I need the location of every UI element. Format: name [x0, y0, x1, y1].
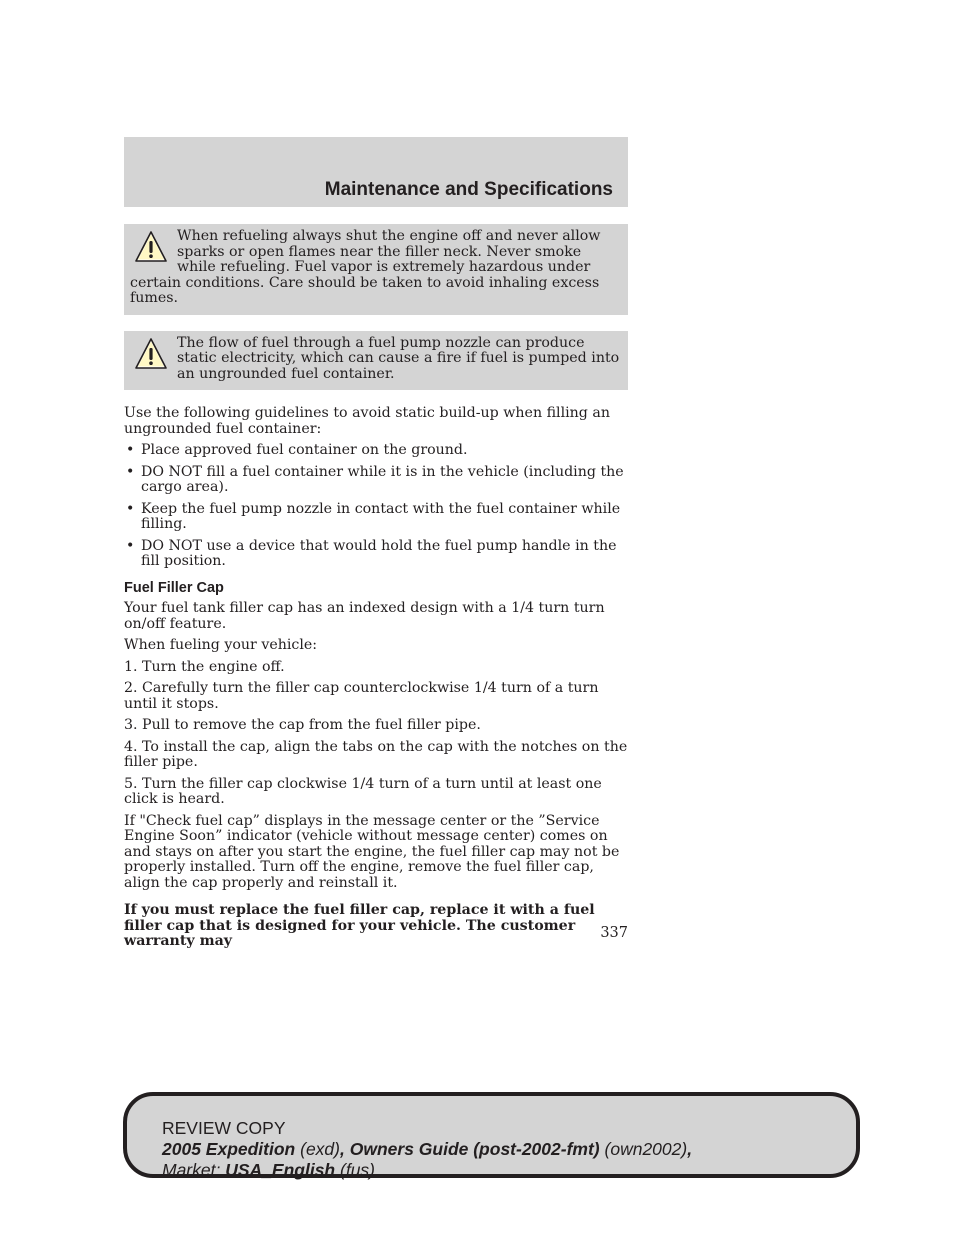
paragraph: If "Check fuel cap” displays in the message center or the ”Service Engine Soon” indicator (vehicle without message center) comes on and stays on after you start the engine, the fuel filler cap may not be properly installed. Turn off the engine, remove the fuel filler cap, align the cap properly and reinstall it. — [124, 812, 620, 891]
market-label: Market: — [162, 1160, 221, 1180]
guideline-list — [124, 443, 628, 570]
paragraph: Your fuel tank filler cap has an indexed design with a 1/4 turn turn on/off feature. — [124, 600, 605, 632]
review-footer-text — [162, 1118, 692, 1181]
list-item-text: DO NOT use a device that would hold the fuel pump handle in the fill position. — [141, 537, 617, 569]
bullet-glyph: • — [126, 442, 135, 458]
warning-text: When refueling always shut the engine off and never allow sparks or open flames near the filler neck. Never smoke while refueling. Fuel vapor is extremely hazardous under certain conditions. Care should be taken to avoid inhaling excess fumes. — [130, 228, 601, 306]
document-id-line — [162, 1139, 692, 1160]
step-item: 3. Pull to remove the cap from the fuel filler pipe. — [124, 717, 481, 733]
warning-triangle-icon — [134, 337, 168, 371]
separator: , — [687, 1139, 693, 1159]
list-item-text: DO NOT fill a fuel container while it is in the vehicle (including the cargo area). — [141, 463, 624, 495]
guide-name: Owners Guide (post-2002-fmt) — [349, 1139, 600, 1159]
warning-box — [124, 224, 628, 315]
market-line — [162, 1160, 692, 1181]
guide-code: (own2002) — [604, 1139, 688, 1159]
step-item: 5. Turn the filler cap clockwise 1/4 turn of a turn until at least one click is heard. — [124, 775, 602, 807]
intro-paragraph: Use the following guidelines to avoid static build-up when filling an ungrounded fuel container: — [124, 405, 610, 437]
warning-box — [124, 331, 628, 391]
model-name: 2005 Expedition — [162, 1139, 296, 1159]
page-title: Maintenance and Specifications — [324, 179, 613, 200]
list-item — [124, 465, 628, 496]
step-item: 1. Turn the engine off. — [124, 658, 285, 675]
list-item — [124, 502, 628, 533]
bullet-glyph: • — [126, 463, 135, 480]
list-item-text: Place approved fuel container on the ground. — [141, 442, 468, 458]
section-header-band — [124, 137, 628, 207]
list-item-text: Keep the fuel pump nozzle in contact with the fuel container while filling. — [141, 500, 621, 532]
paragraph: When fueling your vehicle: — [124, 637, 318, 653]
warning-text: The flow of fuel through a fuel pump nozzle can produce static electricity, which can cause a fire if fuel is pumped into an ungrounded fuel container. — [177, 334, 620, 382]
page-number: 337 — [600, 925, 628, 941]
step-item: 2. Carefully turn the filler cap counterclockwise 1/4 turn of a turn until it stops. — [124, 680, 599, 712]
market-name: USA_English — [225, 1160, 336, 1180]
step-item: 4. To install the cap, align the tabs on the cap with the notches on the filler pipe. — [124, 738, 628, 770]
list-item — [124, 443, 628, 459]
bullet-glyph: • — [126, 537, 135, 554]
separator: , — [340, 1139, 350, 1159]
bullet-glyph: • — [126, 500, 135, 517]
market-code: (fus) — [340, 1160, 375, 1180]
main-content — [124, 224, 628, 950]
model-code: (exd) — [300, 1139, 340, 1159]
review-copy-label: REVIEW COPY — [162, 1118, 286, 1138]
section-heading: Fuel Filler Cap — [124, 579, 224, 596]
warning-triangle-icon — [134, 230, 168, 264]
bold-notice: If you must replace the fuel filler cap, replace it with a fuel filler cap that is designed for your vehicle. The customer warranty may — [124, 902, 595, 949]
list-item — [124, 539, 628, 570]
